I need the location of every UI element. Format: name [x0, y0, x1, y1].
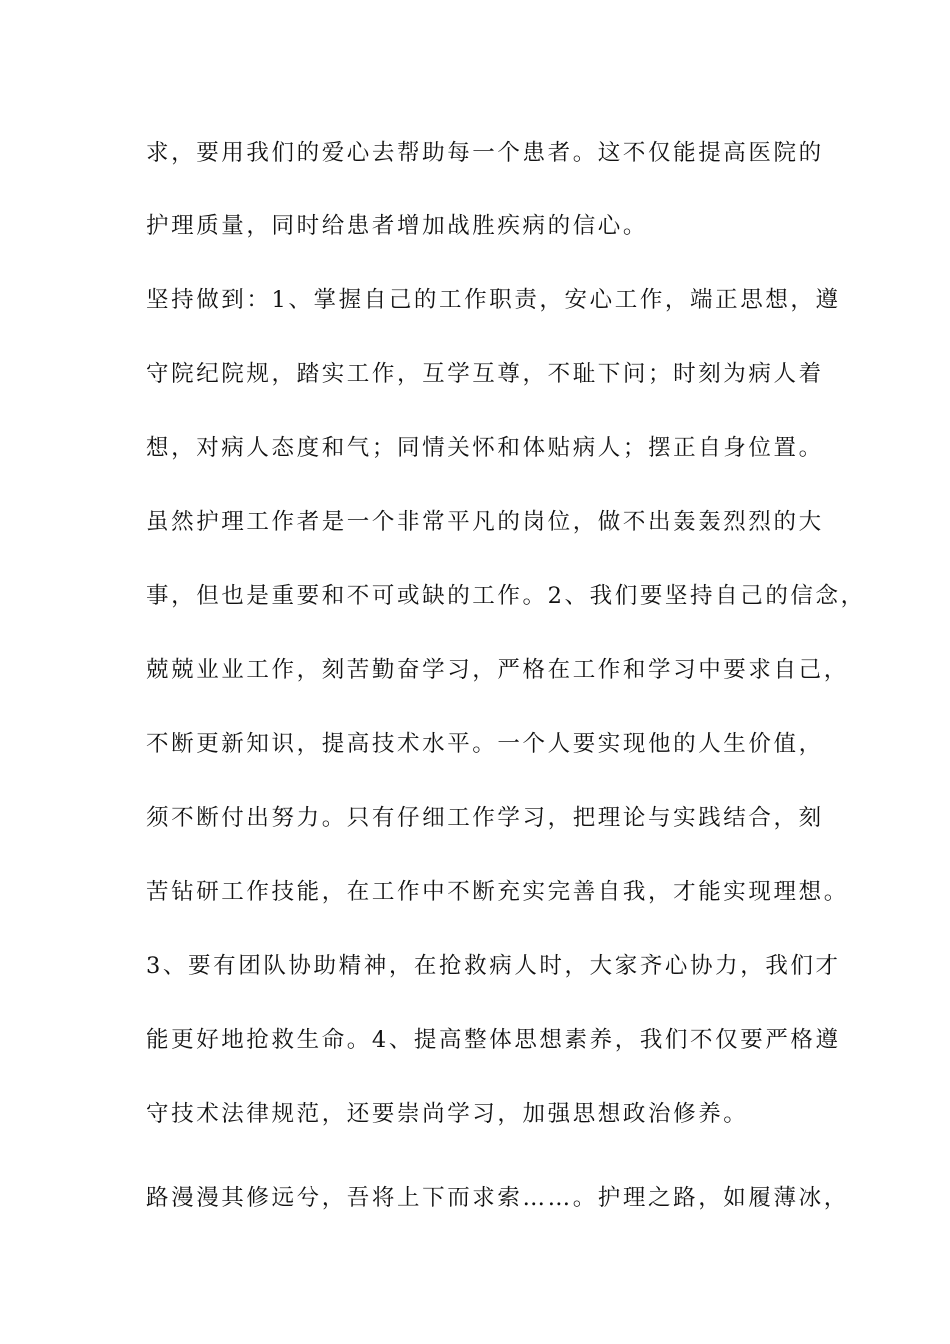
text-line: 3、要有团队协助精神，在抢救病人时，大家齐心协力，我们才	[146, 953, 841, 979]
text-line: 苦钻研工作技能，在工作中不断充实完善自我，才能实现理想。	[146, 879, 849, 905]
text-line: 能更好地抢救生命。4、提高整体思想素养，我们不仅要严格遵	[146, 1027, 841, 1053]
text-line: 守技术法律规范，还要崇尚学习，加强思想政治修养。	[146, 1101, 749, 1127]
text-line: 守院纪院规，踏实工作，互学互尊，不耻下问；时刻为病人着	[146, 361, 824, 387]
text-line: 事，但也是重要和不可或缺的工作。2、我们要坚持自己的信念，	[146, 583, 866, 609]
text-line: 不断更新知识，提高技术水平。一个人要实现他的人生价值，	[146, 731, 824, 757]
text-line: 须不断付出努力。只有仔细工作学习，把理论与实践结合，刻	[146, 805, 824, 831]
text-line: 想，对病人态度和气；同情关怀和体贴病人；摆正自身位置。	[146, 435, 824, 461]
text-line: 坚持做到：1、掌握自己的工作职责，安心工作，端正思想，遵	[146, 287, 841, 313]
text-line: 兢兢业业工作，刻苦勤奋学习，严格在工作和学习中要求自己，	[146, 657, 849, 683]
text-line: 求，要用我们的爱心去帮助每一个患者。这不仅能提高医院的	[146, 140, 824, 166]
text-line: 虽然护理工作者是一个非常平凡的岗位，做不出轰轰烈烈的大	[146, 509, 824, 535]
text-line: 护理质量，同时给患者增加战胜疾病的信心。	[146, 213, 649, 239]
text-line: 路漫漫其修远兮，吾将上下而求索……。护理之路，如履薄冰，	[146, 1185, 849, 1211]
